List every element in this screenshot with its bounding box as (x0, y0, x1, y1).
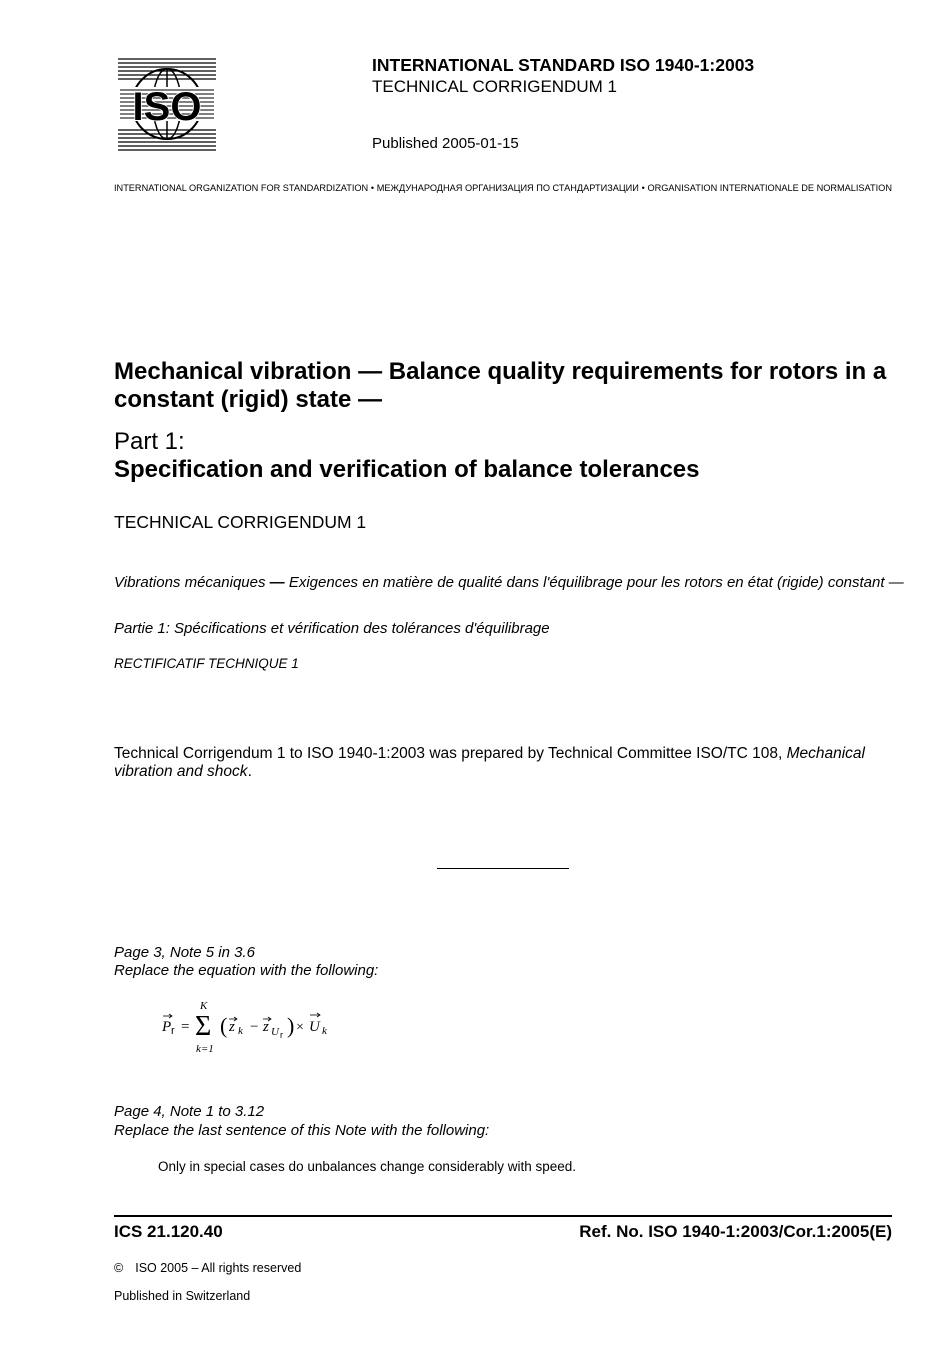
equation-paren-right: ) (287, 1013, 295, 1038)
sum-lower-limit: k=1 (196, 1043, 214, 1055)
correction-2-replacement: Only in special cases do unbalances change considerably with speed. (158, 1159, 577, 1174)
org-name-french: ORGANISATION INTERNATIONALE DE NORMALISATION (647, 183, 892, 193)
footer-rule (114, 1215, 892, 1217)
french-title-a: Vibrations mécaniques (114, 574, 266, 591)
org-name-russian: МЕЖДУНАРОДНАЯ ОРГАНИЗАЦИЯ ПО СТАНДАРТИЗАЦИИ (376, 183, 639, 193)
french-corrigendum-label: RECTIFICATIF TECHNIQUE 1 (114, 656, 299, 671)
sum-symbol: Σ (195, 1011, 212, 1042)
french-title-b: Exigences en matière de qualité dans l'équilibrage pour les rotors en état (rigide) constant — (288, 574, 904, 591)
preparation-statement (114, 745, 904, 781)
corrigendum-label: TECHNICAL CORRIGENDUM 1 (114, 512, 367, 532)
equation-z1: z (229, 1019, 235, 1035)
preparation-text: Technical Corrigendum 1 to ISO 1940-1:2003 was prepared by Technical Committee ISO/TC 108, (114, 745, 783, 762)
equation-z1-subscript: k (238, 1025, 243, 1037)
reference-number: Ref. No. ISO 1940-1:2003/Cor.1:2005(E) (579, 1222, 892, 1241)
sum-upper-limit: K (200, 1000, 208, 1012)
french-part-title: Partie 1: Spécifications et vérification des tolérances d'équilibrage (114, 620, 550, 637)
correction-1-instruction: Replace the equation with the following: (114, 962, 379, 979)
french-title (114, 574, 904, 592)
correction-1-location: Page 3, Note 5 in 3.6 (114, 944, 255, 961)
equation-equals: = (181, 1019, 190, 1035)
copyright-notice (114, 1261, 301, 1275)
published-in: Published in Switzerland (114, 1289, 251, 1303)
preparation-end: . (247, 763, 252, 780)
standard-title: INTERNATIONAL STANDARD ISO 1940-1:2003 (372, 55, 755, 75)
part-label: Part 1: (114, 428, 185, 455)
publication-date: Published 2005-01-15 (372, 135, 519, 152)
org-name-english: INTERNATIONAL ORGANIZATION FOR STANDARDIZATION (114, 183, 369, 193)
bullet-separator: • (370, 183, 375, 193)
bullet-separator: • (641, 183, 645, 193)
equation-u: U (309, 1019, 320, 1035)
equation-z2: z (263, 1019, 269, 1035)
iso-logo (118, 57, 216, 152)
correction-2-location: Page 4, Note 1 to 3.12 (114, 1103, 265, 1120)
equation-z2-subscript: U (271, 1026, 279, 1038)
correction-2-instruction: Replace the last sentence of this Note with the following: (114, 1122, 490, 1139)
equation-minus: − (250, 1019, 259, 1035)
organization-names (114, 183, 892, 193)
equation-u-subscript: k (322, 1025, 327, 1037)
equation-lhs: P (162, 1019, 172, 1035)
separator-line (437, 868, 569, 869)
part-title: Specification and verification of balance tolerances (114, 456, 700, 483)
equation-lhs-subscript: r (171, 1025, 175, 1037)
french-title-dash: — (269, 574, 285, 591)
committee-name: Mechanical vibration and shock (114, 745, 865, 780)
equation-times: × (296, 1020, 304, 1035)
copyright-symbol: © (114, 1261, 124, 1275)
equation-paren-left: ( (220, 1013, 228, 1038)
svg-text:ISO: ISO (132, 85, 202, 129)
equation (150, 995, 370, 1059)
standard-subtitle: TECHNICAL CORRIGENDUM 1 (372, 77, 617, 96)
equation-z2-subsubscript: r (280, 1030, 283, 1040)
ics-code: ICS 21.120.40 (114, 1222, 223, 1241)
document-title: Mechanical vibration — Balance quality requirements for rotors in a constant (rigid) state — (114, 358, 887, 413)
copyright-text: ISO 2005 – All rights reserved (135, 1261, 302, 1275)
